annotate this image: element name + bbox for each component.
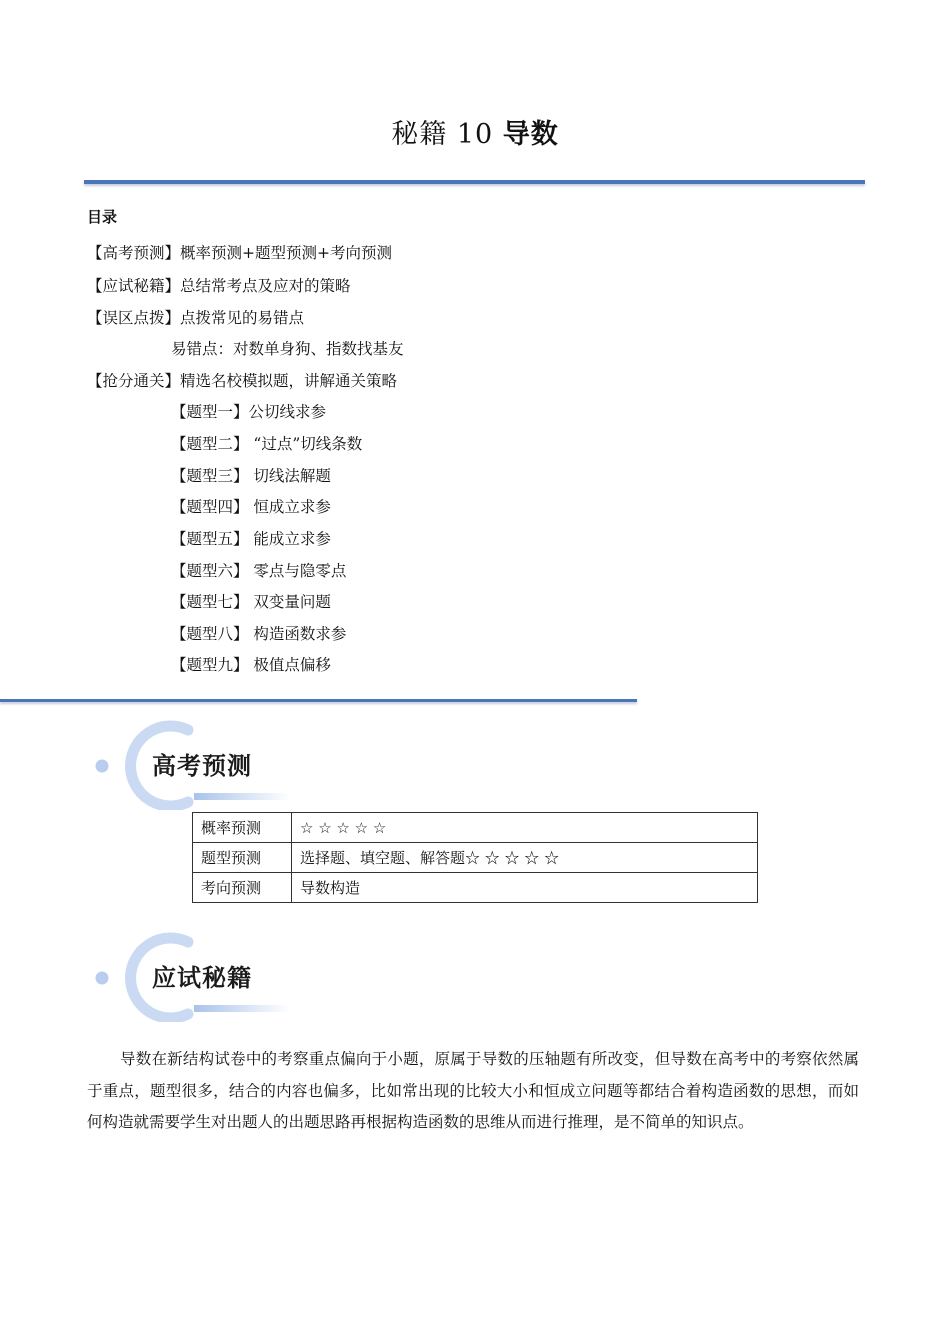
table-value: 导数构造 <box>292 873 758 903</box>
table-key: 概率预测 <box>193 813 292 843</box>
table-value: 选择题、填空题、解答题☆ ☆ ☆ ☆ ☆ <box>292 843 758 873</box>
toc-item: 【抢分通关】精选名校模拟题，讲解通关策略 <box>87 372 398 390</box>
toc-subitem: 【题型四】 恒成立求参 <box>171 498 331 516</box>
prediction-table <box>192 812 758 903</box>
toc-item: 【高考预测】概率预测+题型预测+考向预测 <box>87 244 392 262</box>
toc-subitem: 易错点：对数单身狗、指数找基友 <box>171 340 404 358</box>
table-value: ☆ ☆ ☆ ☆ ☆ <box>292 813 758 843</box>
title-bold: 导数 <box>502 119 559 150</box>
page-title <box>0 112 950 151</box>
section-badge-prediction <box>92 720 292 810</box>
top-divider <box>84 180 865 184</box>
toc-subitem: 【题型七】 双变量问题 <box>171 593 331 611</box>
table-row <box>193 813 758 843</box>
table-key: 考向预测 <box>193 873 292 903</box>
table-row <box>193 843 758 873</box>
toc-item: 【误区点拨】点拨常见的易错点 <box>87 309 305 327</box>
toc-heading: 目录 <box>87 208 118 226</box>
section-divider <box>0 699 637 702</box>
table-row <box>193 873 758 903</box>
table-key: 题型预测 <box>193 843 292 873</box>
toc-subitem: 【题型三】 切线法解题 <box>171 467 331 485</box>
toc-subitem: 【题型二】 “过点”切线条数 <box>171 435 363 453</box>
strategy-paragraph: 导数在新结构试卷中的考察重点偏向于小题，原属于导数的压轴题有所改变，但导数在高考中的考察依然属于重点，题型很多，结合的内容也偏多，比如常出现的比较大小和恒成立问题等都结合着构造函数的思想，而如何构造就需要学生对出题人的出题思路再根据构造函数的思维从而进行推理，是不简单的知识点。 <box>87 1050 859 1131</box>
toc-subitem: 【题型八】 构造函数求参 <box>171 625 347 643</box>
title-prefix: 秘籍 10 <box>391 119 503 150</box>
toc-subitem: 【题型九】 极值点偏移 <box>171 656 331 674</box>
section-badge-strategy <box>92 932 292 1022</box>
toc-subitem: 【题型六】 零点与隐零点 <box>171 562 347 580</box>
toc-subitem: 【题型五】 能成立求参 <box>171 530 331 548</box>
section-heading-prediction: 高考预测 <box>152 752 252 780</box>
toc-item: 【应试秘籍】总结常考点及应对的策略 <box>87 277 351 295</box>
section-heading-strategy: 应试秘籍 <box>152 964 252 992</box>
toc-subitem: 【题型一】公切线求参 <box>171 403 327 421</box>
